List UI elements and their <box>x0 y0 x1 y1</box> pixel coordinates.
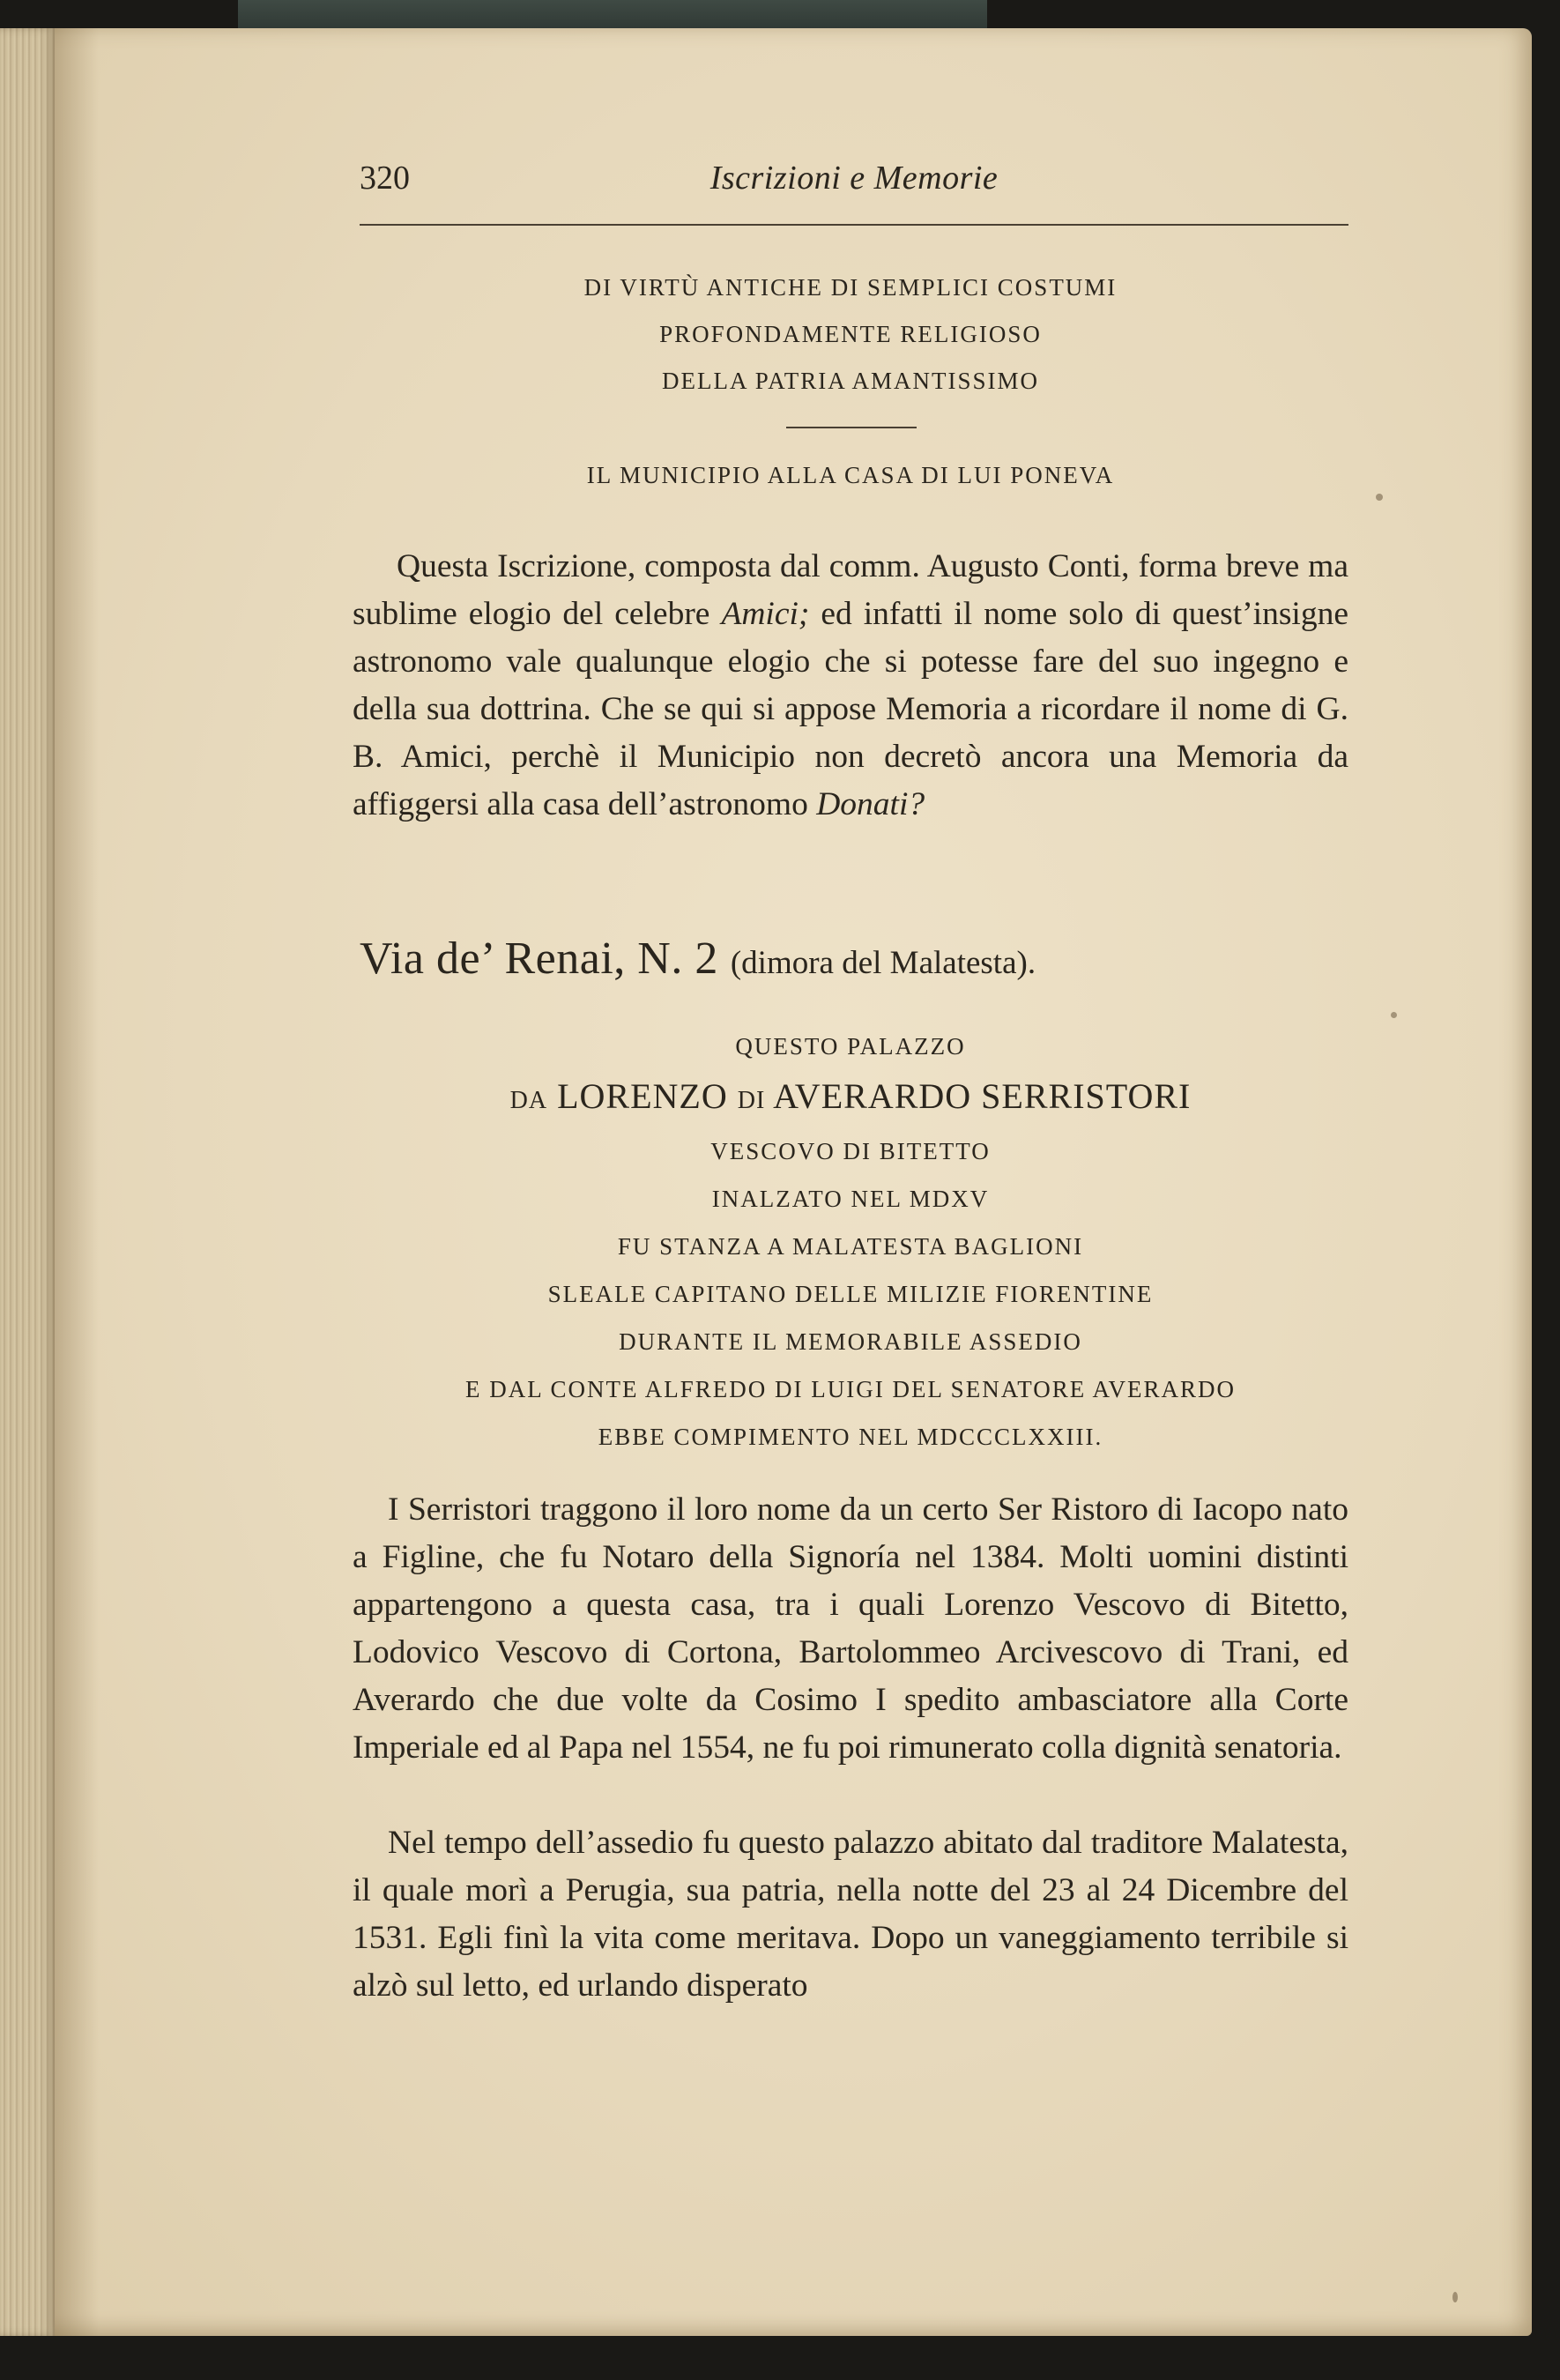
inscription-line: QUESTO PALAZZO <box>735 1033 966 1060</box>
inscription-name: LORENZO <box>557 1076 728 1116</box>
inscription-line: IL MUNICIPIO ALLA CASA DI LUI PONEVA <box>586 462 1115 488</box>
inscription-name: AVERARDO SERRISTORI <box>773 1076 1192 1116</box>
section-heading-title: Via de’ Renai, N. 2 <box>360 933 718 984</box>
inscription-line: DURANTE IL MEMORABILE ASSEDIO <box>619 1328 1082 1355</box>
running-head <box>360 159 1348 212</box>
paragraph-text: ed infatti il nome solo di quest’insigne astronomo vale qualunque elogio che si potesse fare del suo ingegno e della sua dottrina. Che se qui si appose Memoria a ricordare il nome di G. B. Amici, perchè il Municipio non decretò ancora una Memoria da affiggersi alla casa dell’astronomo <box>353 596 1348 822</box>
running-title: Iscrizioni e Memorie <box>709 160 999 197</box>
gutter-shadow <box>55 28 99 2336</box>
header-rule <box>360 224 1348 226</box>
inscription-line: SLEALE CAPITANO DELLE MILIZIE FIORENTINE <box>547 1281 1154 1307</box>
inscription-serristori <box>353 1023 1348 1461</box>
inscription-line: DI VIRTÙ ANTICHE DI SEMPLICI COSTUMI <box>583 274 1118 301</box>
inscription-amici <box>353 264 1348 405</box>
paragraph-malatesta <box>353 1819 1348 2010</box>
paragraph-text: Questa Iscrizione, composta dal comm. Augusto Conti, forma breve ma sublime elogio del celebre <box>353 548 1348 632</box>
page-speck <box>1391 1012 1397 1018</box>
paragraph-amici <box>353 543 1348 829</box>
inscription-line: DELLA PATRIA AMANTISSIMO <box>661 368 1040 394</box>
body-paragraph <box>353 543 1348 829</box>
paragraph-serristori <box>353 1486 1348 1772</box>
page-number: 320 <box>360 160 410 197</box>
inscription-line: INALZATO NEL MDXV <box>711 1186 990 1212</box>
page-edges <box>0 28 55 2336</box>
body-paragraph: Nel tempo dell’assedio fu questo palazzo abitato dal traditore Malatesta, il quale morì a Perugia, sua patria, nella notte del 23 al 24 Dicembre del 1531. Egli finì la vita come meritava. Dopo un vaneggiamento terribile si alzò sul letto, ed urlando disperato <box>353 1825 1348 2004</box>
page-speck <box>1376 494 1383 501</box>
inscription-line-large <box>353 1070 1348 1127</box>
inscription-amici-closing <box>353 453 1348 497</box>
inscription-line: VESCOVO DI BITETTO <box>710 1138 991 1164</box>
section-heading-subtitle: (dimora del Malatesta). <box>730 945 1036 981</box>
inscription-line: E DAL CONTE ALFREDO DI LUIGI DEL SENATORE AVERARDO <box>465 1376 1236 1402</box>
inscription-small-caps: DI <box>737 1087 766 1114</box>
page-speck <box>1452 2292 1458 2302</box>
inscription-small-caps: DA <box>509 1087 548 1114</box>
body-paragraph: I Serristori traggono il loro nome da un certo Ser Ristoro di Iacopo nato a Figline, che fu Notaro della Signoría nel 1384. Molti uomini distinti appartengono a questa casa, tra i quali Lorenzo Vescovo di Bitetto, Lodovico Vescovo di Cortona, Bartolommeo Arcivescovo di Trani, ed Averardo che due volte da Cosimo I spedito ambasciatore alla Corte Imperiale ed al Papa nel 1554, ne fu poi rimunerato colla dignità senatoria. <box>353 1491 1348 1766</box>
section-heading <box>360 933 1036 985</box>
inscription-divider <box>786 427 917 428</box>
italic-name-amici: Amici; <box>721 596 810 632</box>
inscription-line: EBBE COMPIMENTO NEL MDCCCLXXIII. <box>598 1424 1103 1450</box>
italic-name-donati: Donati? <box>816 786 925 822</box>
inscription-line: PROFONDAMENTE RELIGIOSO <box>659 321 1042 347</box>
inscription-line: FU STANZA A MALATESTA BAGLIONI <box>617 1233 1084 1260</box>
